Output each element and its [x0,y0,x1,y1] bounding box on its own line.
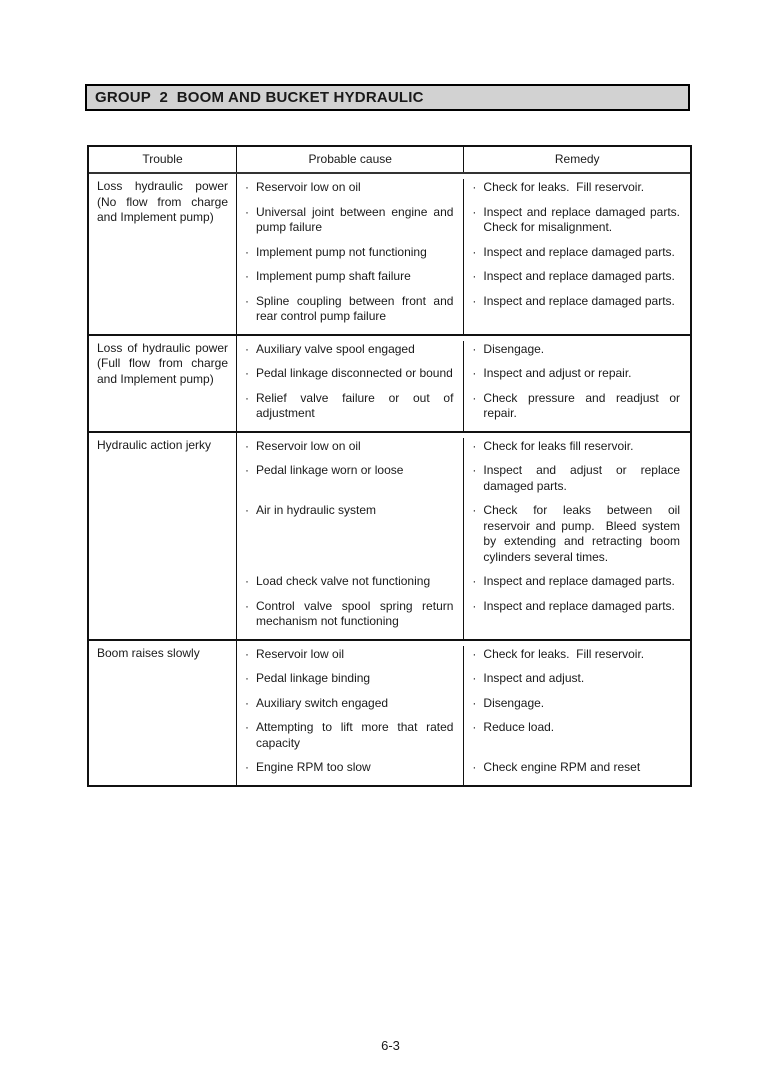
remedy-text: Inspect and replace damaged parts. Check for misalignment. [483,204,680,234]
page-number: 6-3 [381,1038,400,1053]
group-title-bar: GROUP 2 BOOM AND BUCKET HYDRAULIC [85,84,690,111]
remedy-text: Inspect and adjust or replace damaged parts. [483,463,680,493]
troubleshooting-table [87,145,692,787]
remedy-text: Check for leaks. Fill reservoir. [483,646,645,661]
cause-text: Pedal linkage disconnected or bound [256,366,453,380]
cause-remedy-pair [237,438,690,463]
cause-remedy-pair [237,268,690,293]
bullet-icon: · [472,695,477,710]
trouble-cell: Boom raises slowly [89,641,237,785]
bullet-icon: · [245,341,249,356]
table-row [89,433,690,641]
cause-remedy-pair [237,179,690,204]
remedy-cell [464,390,690,431]
cause-cell [237,502,464,573]
bullet-icon: · [472,180,477,194]
trouble-rows [89,174,690,785]
header-probable-cause: Probable cause [237,147,464,172]
remedy-text: Inspect and replace damaged parts. [483,244,675,259]
cause-remedy-pair [237,204,690,244]
bullet-icon: · [245,204,249,219]
remedy-text: Inspect and replace damaged parts. [483,293,675,308]
trouble-cell: Loss hydraulic power (No flow from charge and Implement pump) [89,174,237,334]
cause-remedy-pair [237,293,690,334]
bullet-icon: · [245,646,249,661]
bullet-icon: · [245,366,249,380]
cause-text: Auxiliary valve spool engaged [256,341,415,356]
remedy-text: Inspect and replace damaged parts. [483,269,675,283]
bullet-icon: · [472,390,477,405]
cause-cell [237,598,464,639]
cause-remedy-pair [237,695,690,720]
cause-remedy-pair [237,390,690,431]
bullet-icon: · [472,463,477,477]
cause-text: Pedal linkage worn or loose [256,463,404,477]
cause-remedy-pair [237,598,690,639]
cause-remedy-pair [237,670,690,695]
cause-cell [237,670,464,695]
remedy-cell [464,646,690,671]
cause-text: Relief valve failure or out of adjustment [256,390,454,420]
bullet-icon: · [245,180,249,194]
bullet-icon: · [245,671,249,685]
cause-cell [237,365,464,390]
remedy-text: Check for leaks between oil reservoir and pump. Bleed system by extending and retracting boom cylinders several times. [483,503,680,564]
cause-remedy-pair [237,719,690,759]
cause-text: Load check valve not functioning [256,574,431,588]
bullet-icon: · [472,244,477,259]
remedy-text: Inspect and adjust or repair. [483,366,632,380]
cause-cell [237,573,464,598]
bullet-icon: · [245,438,249,453]
remedy-cell [464,573,690,598]
remedy-text: Inspect and replace damaged parts. [483,574,675,588]
bullet-icon: · [245,463,249,477]
bullet-icon: · [472,574,477,588]
remedy-text: Reduce load. [483,720,555,734]
remedy-cell [464,598,690,639]
cause-cell [237,646,464,671]
cause-remedy-pair [237,646,690,671]
remedy-text: Inspect and replace damaged parts. [483,598,675,613]
remedy-cell [464,438,690,463]
cause-cell [237,695,464,720]
remedy-cell [464,670,690,695]
remedy-cell [464,719,690,759]
cause-text: Auxiliary switch engaged [256,695,389,710]
bullet-icon: · [245,760,249,774]
remedy-cell [464,244,690,269]
bullet-icon: · [245,503,249,517]
cause-remedy-pair [237,759,690,785]
remedy-cell [464,365,690,390]
cause-text: Spline coupling between front and rear control pump failure [256,293,454,323]
bullet-icon: · [472,646,477,661]
cause-text: Implement pump shaft failure [256,269,411,283]
cause-text: Control valve spool spring return mechanism not functioning [256,598,454,628]
bullet-icon: · [245,574,249,588]
remedy-text: Check for leaks. Fill reservoir. [483,180,645,194]
cause-remedy-pairs [237,174,690,334]
trouble-cell: Loss of hydraulic power (Full flow from charge and Implement pump) [89,336,237,431]
cause-cell [237,438,464,463]
bullet-icon: · [245,720,249,734]
remedy-cell [464,462,690,502]
remedy-cell [464,695,690,720]
cause-text: Universal joint between engine and pump failure [256,204,454,234]
cause-remedy-pair [237,365,690,390]
table-row [89,641,690,785]
remedy-text: Disengage. [483,341,545,356]
cause-cell [237,719,464,759]
bullet-icon: · [472,671,477,685]
remedy-cell [464,759,690,785]
cause-remedy-pair [237,573,690,598]
remedy-cell [464,268,690,293]
cause-remedy-pairs [237,641,690,785]
header-trouble: Trouble [89,147,237,172]
cause-text: Reservoir low on oil [256,180,361,194]
bullet-icon: · [472,720,477,734]
cause-cell [237,293,464,334]
header-remedy: Remedy [554,151,600,166]
table-header-row [89,147,690,174]
cause-text: Air in hydraulic system [256,503,377,517]
bullet-icon: · [245,244,249,259]
remedy-cell [464,179,690,204]
bullet-icon: · [245,390,249,405]
trouble-cell: Hydraulic action jerky [89,433,237,639]
cause-text: Reservoir low on oil [256,438,361,453]
remedy-text: Check pressure and readjust or repair. [483,390,680,420]
table-row [89,174,690,336]
remedy-text: Disengage. [483,695,545,710]
remedy-cell [464,293,690,334]
bullet-icon: · [472,598,477,613]
bullet-icon: · [245,293,249,308]
cause-remedy-pair [237,341,690,366]
bullet-icon: · [472,438,477,453]
remedy-cell [464,502,690,573]
bullet-icon: · [472,366,477,380]
cause-cell [237,759,464,785]
remedy-text: Check engine RPM and reset [483,760,641,774]
cause-cell [237,179,464,204]
remedy-text: Check for leaks fill reservoir. [483,438,634,453]
cause-remedy-pairs [237,433,690,639]
bullet-icon: · [472,269,477,283]
bullet-icon: · [472,341,477,356]
cause-cell [237,204,464,244]
cause-cell [237,244,464,269]
bullet-icon: · [245,695,249,710]
cause-remedy-pair [237,244,690,269]
cause-remedy-pair [237,502,690,573]
cause-cell [237,268,464,293]
cause-remedy-pair [237,462,690,502]
cause-text: Engine RPM too slow [256,760,371,774]
bullet-icon: · [472,293,477,308]
bullet-icon: · [245,269,249,283]
bullet-icon: · [472,204,477,219]
remedy-cell [464,341,690,366]
cause-text: Reservoir low oil [256,646,345,661]
cause-cell [237,341,464,366]
cause-cell [237,390,464,431]
remedy-text: Inspect and adjust. [483,671,585,685]
bullet-icon: · [472,760,477,774]
table-row [89,336,690,433]
cause-text: Attempting to lift more that rated capacity [256,720,454,750]
bullet-icon: · [245,598,249,613]
cause-remedy-pairs [237,336,690,431]
remedy-cell [464,204,690,244]
cause-text: Implement pump not functioning [256,244,427,259]
cause-cell [237,462,464,502]
cause-text: Pedal linkage binding [256,671,371,685]
bullet-icon: · [472,503,477,517]
